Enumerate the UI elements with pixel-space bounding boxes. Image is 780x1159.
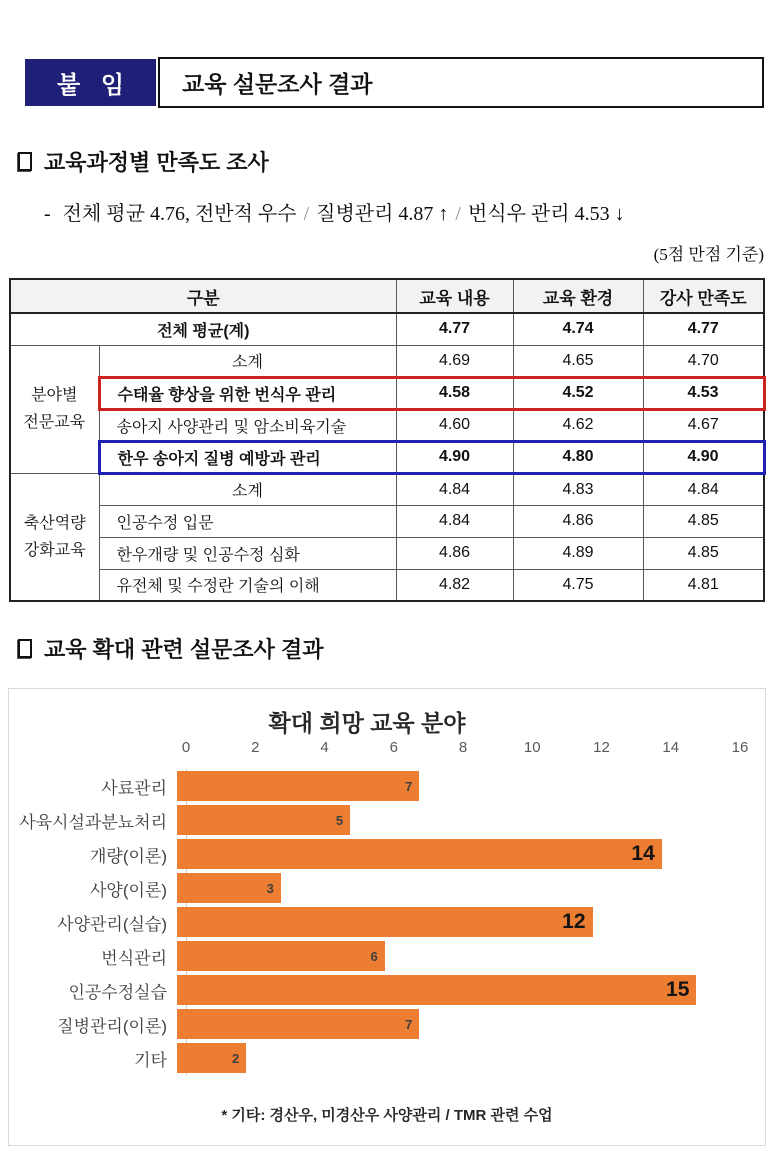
bar: [177, 1009, 419, 1039]
scale-note: (5점 만점 기준): [653, 245, 764, 264]
bar: [177, 941, 385, 971]
slash-separator: /: [303, 203, 310, 225]
cell-value: 4.81: [643, 569, 764, 601]
summary-disease: 질병관리 4.87 ↑: [316, 203, 449, 225]
bar: [177, 839, 662, 869]
bar-value-label: 12: [562, 910, 586, 933]
bar-row: [9, 1007, 765, 1041]
section-heading-satisfaction: [18, 146, 269, 177]
cell-value: 4.77: [643, 313, 764, 345]
cell-value: 4.85: [643, 505, 764, 537]
cell-value: 4.53: [643, 377, 764, 409]
open-square-bullet-icon: [18, 639, 32, 658]
chart-x-axis: [9, 739, 765, 759]
bar-value-label: 14: [631, 842, 655, 865]
row-label: 한우개량 및 인공수정 심화: [99, 537, 396, 569]
cell-value: 4.83: [513, 473, 643, 505]
axis-tick-label: 6: [389, 739, 398, 756]
bar-row: [9, 939, 765, 973]
bar-category-label: 사양(이론): [89, 880, 167, 900]
bar-row: [9, 769, 765, 803]
axis-tick-label: 12: [593, 739, 610, 756]
cell-value: 4.77: [396, 313, 513, 345]
bar: [177, 805, 350, 835]
chart-title: 확대 희망 교육 분야: [268, 710, 466, 736]
document-title-box: [158, 57, 764, 108]
table-row: [10, 345, 764, 377]
bar-plot-area: [177, 939, 765, 973]
table-header-row: [10, 279, 764, 313]
bar-value-label: 7: [405, 1016, 413, 1032]
satisfaction-summary-line: [44, 197, 625, 226]
bar-category-label: 질병관리(이론): [57, 1016, 167, 1036]
row-label: 소계: [99, 473, 396, 505]
bar-plot-area: [177, 905, 765, 939]
axis-tick-label: 14: [662, 739, 680, 756]
cell-value: 4.80: [513, 441, 643, 473]
row-label: 인공수정 입문: [99, 505, 396, 537]
row-label: 수태율 향상을 위한 번식우 관리: [99, 377, 396, 409]
cell-value: 4.89: [513, 537, 643, 569]
bar-value-label: 2: [232, 1050, 240, 1066]
bar-plot-area: [177, 769, 765, 803]
section-heading-expansion: [18, 633, 323, 664]
bar-plot-area: [177, 1007, 765, 1041]
cell-value: 4.65: [513, 345, 643, 377]
bar-row: [9, 837, 765, 871]
bar-category-label: 사료관리: [101, 778, 167, 798]
bar-value-label: 3: [266, 880, 274, 896]
cell-value: 4.86: [396, 537, 513, 569]
axis-tick-label: 16: [731, 739, 749, 756]
axis-tick-label: 8: [458, 739, 468, 756]
bar-row: [9, 1041, 765, 1075]
row-label: 송아지 사양관리 및 암소비육기술: [99, 409, 396, 441]
axis-tick-label: 2: [251, 739, 260, 756]
table-row: [10, 505, 764, 537]
bar-plot-area: [177, 803, 765, 837]
bar-value-label: 5: [335, 812, 344, 828]
group-label-specialized: [10, 345, 99, 473]
cell-value: 4.86: [513, 505, 643, 537]
table-row: [10, 537, 764, 569]
group-label-line: 축산역량: [23, 514, 86, 532]
bar: [177, 1043, 246, 1073]
section-heading-label: 교육과정별 만족도 조사: [44, 150, 269, 175]
bar-value-label: 6: [370, 948, 378, 964]
bar-plot-area: [177, 1041, 765, 1075]
cell-value: 4.69: [396, 345, 513, 377]
cell-value: 4.85: [643, 537, 764, 569]
cell-value: 4.60: [396, 409, 513, 441]
open-square-bullet-icon: [18, 152, 32, 171]
table-row-total: [10, 313, 764, 345]
bar-row: [9, 871, 765, 905]
chart-note: * 기타: 경산우, 미경산우 사양관리 / TMR 관련 수업: [221, 1107, 553, 1124]
col-header-environment: 교육 환경: [513, 279, 643, 313]
row-label: 한우 송아지 질병 예방과 관리: [99, 441, 396, 473]
dash: -: [44, 203, 51, 225]
cell-value: 4.84: [643, 473, 764, 505]
bar: [177, 907, 593, 937]
row-label: 전체 평균(계): [10, 313, 396, 345]
chart-rows: [9, 769, 765, 1075]
summary-breeding: 번식우 관리 4.53 ↓: [467, 203, 625, 225]
col-header-instructor: 강사 만족도: [643, 279, 764, 313]
cell-value: 4.82: [396, 569, 513, 601]
bar: [177, 975, 696, 1005]
bar-category-label: 기타: [134, 1050, 167, 1070]
cell-value: 4.75: [513, 569, 643, 601]
bar-row: [9, 803, 765, 837]
cell-value: 4.58: [396, 377, 513, 409]
attachment-badge: 붙 임: [25, 59, 156, 106]
cell-value: 4.90: [643, 441, 764, 473]
cell-value: 4.90: [396, 441, 513, 473]
cell-value: 4.67: [643, 409, 764, 441]
group-label-capacity: [10, 473, 99, 601]
cell-value: 4.52: [513, 377, 643, 409]
survey-bar-chart: [8, 688, 766, 1146]
table-row: [10, 409, 764, 441]
group-label-line: 강화교육: [23, 541, 86, 559]
bar-value-label: 7: [405, 778, 413, 794]
document-title: 교육 설문조사 결과: [182, 71, 373, 97]
group-label-line: 분야별: [31, 386, 78, 404]
bar: [177, 771, 419, 801]
bar: [177, 873, 281, 903]
bar-value-label: 15: [666, 978, 690, 1001]
cell-value: 4.84: [396, 505, 513, 537]
slash-separator: /: [455, 203, 461, 225]
bar-category-label: 인공수정실습: [68, 982, 167, 1002]
bar-plot-area: [177, 871, 765, 905]
cell-value: 4.84: [396, 473, 513, 505]
bar-category-label: 사육시설과분뇨처리: [19, 812, 167, 832]
table-row-highlight-blue: [10, 441, 764, 473]
axis-tick-label: 0: [181, 739, 191, 756]
bar-row: [9, 973, 765, 1007]
section-heading-label: 교육 확대 관련 설문조사 결과: [44, 637, 324, 662]
axis-tick-label: 4: [320, 739, 329, 756]
summary-overall: 전체 평균 4.76, 전반적 우수: [62, 203, 297, 225]
table-row: [10, 473, 764, 505]
cell-value: 4.62: [513, 409, 643, 441]
group-label-line: 전문교육: [23, 414, 86, 431]
cell-value: 4.70: [643, 345, 764, 377]
cell-value: 4.74: [513, 313, 643, 345]
col-header-content: 교육 내용: [396, 279, 513, 313]
bar-category-label: 개량(이론): [89, 846, 167, 866]
bar-plot-area: [177, 973, 765, 1007]
bar-category-label: 사양관리(실습): [57, 914, 167, 934]
table-row: [10, 569, 764, 601]
col-header-category: 구분: [10, 279, 396, 313]
axis-tick-label: 10: [523, 739, 541, 756]
bar-plot-area: [177, 837, 765, 871]
table-row-highlight-red: [10, 377, 764, 409]
satisfaction-table: [9, 278, 766, 602]
row-label: 소계: [99, 345, 396, 377]
bar-category-label: 번식관리: [101, 948, 167, 968]
bar-row: [9, 905, 765, 939]
row-label: 유전체 및 수정란 기술의 이해: [99, 569, 396, 601]
